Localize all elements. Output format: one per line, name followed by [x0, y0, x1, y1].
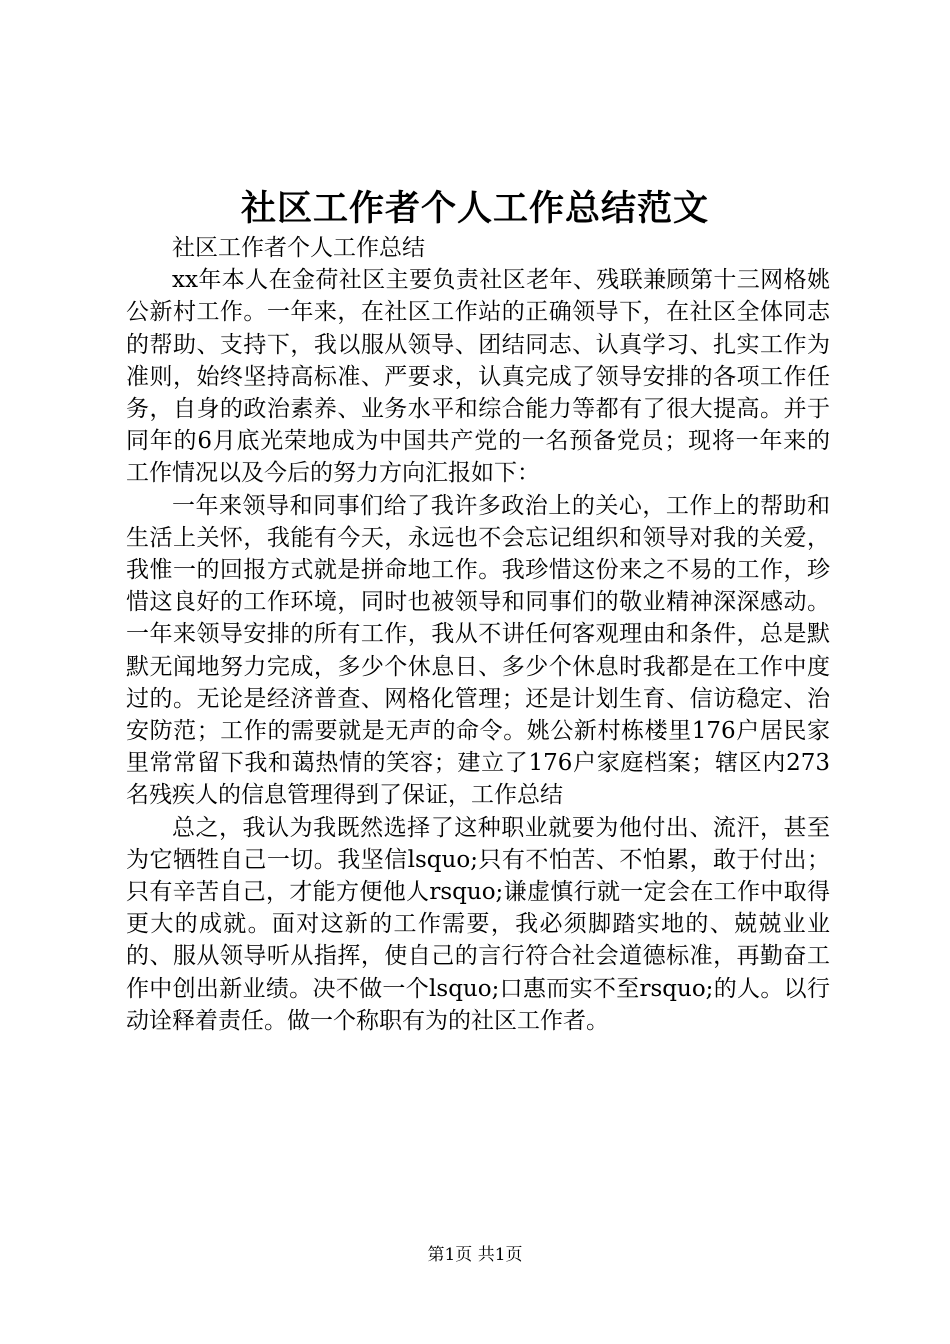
- document-body: [126, 232, 830, 1037]
- paragraph-intro: xx年本人在金荷社区主要负责社区老年、残联兼顾第十三网格姚公新村工作。一年来，在社区工作站的正确领导下，在社区全体同志的帮助、支持下，我以服从领导、团结同志、认真学习、扎实工作为准则，始终坚持高标准、严要求，认真完成了领导安排的各项工作任务，自身的政治素养、业务水平和综合能力等都有了很大提高。并于同年的6月底光荣地成为中国共产党的一名预备党员；现将一年来的工作情况以及今后的努力方向汇报如下：: [126, 267, 830, 487]
- page-footer: 第1页 共1页: [427, 1245, 523, 1265]
- paragraph-conclusion: 总之，我认为我既然选择了这种职业就要为他付出、流汗，甚至为它牺牲自己一切。我坚信lsquo;只有不怕苦、不怕累，敢于付出；只有辛苦自己，才能方便他人rsquo;谦虚慎行就一定会在工作中取得更大的成就。面对这新的工作需要，我必须脚踏实地的、兢兢业业的、服从领导听从指挥，使自己的言行符合社会道德标准，再勤奋工作中创出新业绩。决不做一个lsquo;口惠而实不至rsquo;的人。以行动诠释着责任。做一个称职有为的社区工作者。: [126, 814, 830, 1034]
- paragraph-subtitle: 社区工作者个人工作总结: [172, 235, 425, 261]
- paragraph-work-review: 一年来领导和同事们给了我许多政治上的关心，工作上的帮助和生活上关怀，我能有今天，永远也不会忘记组织和领导对我的关爱，我惟一的回报方式就是拼命地工作。我珍惜这份来之不易的工作，珍惜这良好的工作环境，同时也被领导和同事们的敬业精神深深感动。一年来领导安排的所有工作，我从不讲任何客观理由和条件，总是默默无闻地努力完成，多少个休息日、多少个休息时我都是在工作中度过的。无论是经济普查、网格化管理；还是计划生育、信访稳定、治安防范；工作的需要就是无声的命令。姚公新村栋楼里176户居民家里常常留下我和蔼热情的笑容；建立了176户家庭档案；辖区内273名残疾人的信息管理得到了保证，工作总结: [126, 492, 830, 809]
- document-title: 社区工作者个人工作总结范文: [240, 188, 709, 229]
